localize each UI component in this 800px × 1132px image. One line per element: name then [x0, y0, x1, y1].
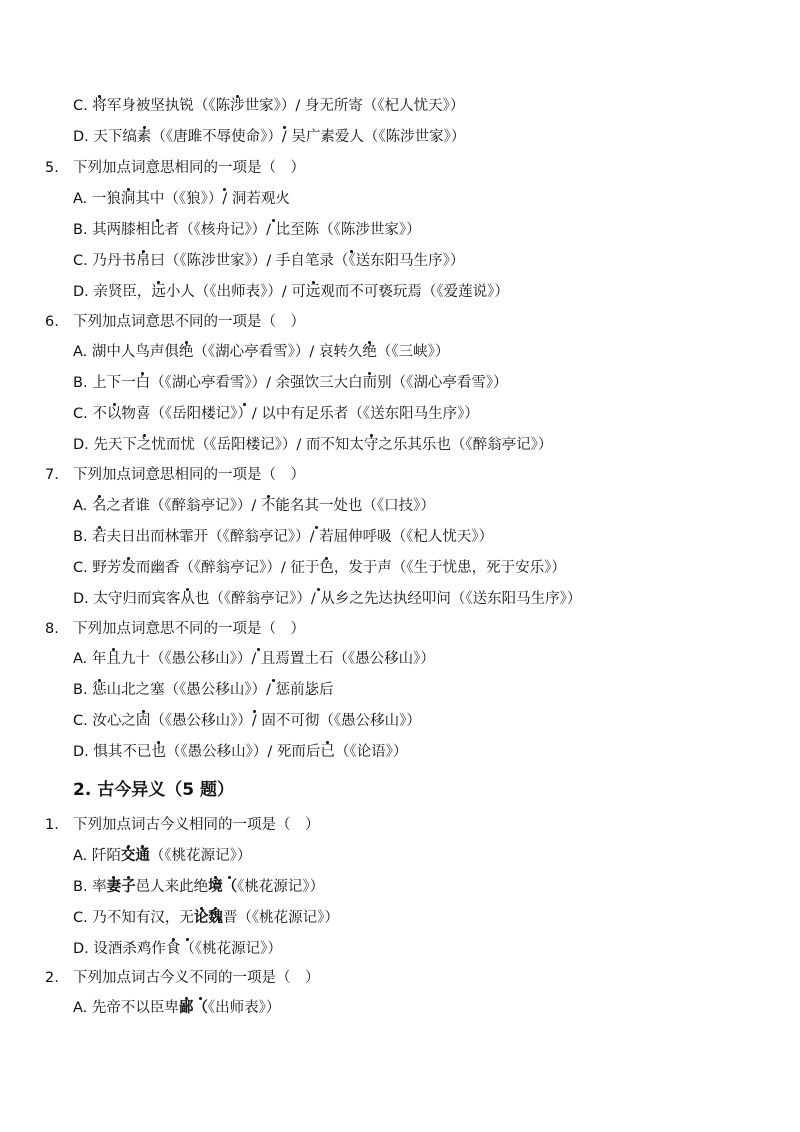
q7-option-d-text: D. 太守归而宾客从也（《醉翁亭记》）/ 从乡之先达执经叩问（《送东阳马生序》）	[73, 591, 582, 607]
question-5	[45, 158, 305, 178]
section2-question-1	[45, 815, 320, 835]
q6-option-b-text: B. 上下一白（《湖心亭看雪》）/ 余强饮三大白而别（《湖心亭看雪》）	[73, 375, 508, 391]
section2-question-1-stem: 下列加点词古今义相同的一项是（ ）	[73, 817, 320, 833]
s2q1-option-b-text: B. 率妻子邑人来此绝境（《桃花源记》）	[73, 879, 325, 895]
q4-option-d	[73, 127, 465, 147]
q7-option-a	[73, 496, 435, 516]
q7-option-b-text: B. 若夫日出而林霏开（《醉翁亭记》）/ 若屈伸呼吸（《杞人忧天》）	[73, 529, 494, 545]
question-5-number: 5.	[45, 160, 59, 176]
q8-option-c-text: C. 汝心之固（《愚公移山》）/ 固不可彻（《愚公移山》）	[73, 713, 421, 729]
section-heading	[73, 780, 234, 800]
s2q1-option-d	[73, 939, 282, 959]
question-6	[45, 312, 305, 332]
q6-option-a	[73, 342, 449, 362]
s2q1-option-b	[73, 877, 324, 897]
section2-question-2-number: 2.	[45, 970, 59, 986]
s2q2-option-a-text: A. 先帝不以臣卑鄙（《出师表》）	[73, 1000, 281, 1016]
s2q1-option-c-text: C. 乃不知有汉，无论魏晋（《桃花源记》）	[73, 910, 339, 926]
q8-option-d-text: D. 惧其不已也（《愚公移山》）/ 死而后已（《论语》）	[73, 744, 408, 760]
q6-option-d-text: D. 先天下之忧而忧（《岳阳楼记》）/ 而不知太守之乐其乐也（《醉翁亭记》）	[73, 437, 553, 453]
question-6-stem: 下列加点词意思不同的一项是（ ）	[73, 314, 305, 330]
question-8	[45, 619, 305, 639]
section2-question-2-stem: 下列加点词古今义不同的一项是（ ）	[73, 970, 320, 986]
q5-option-a	[73, 189, 290, 209]
question-5-stem: 下列加点词意思相同的一项是（ ）	[73, 160, 305, 176]
q5-option-b-text: B. 其两膝相比者（《核舟记》）/ 比至陈（《陈涉世家》）	[73, 222, 421, 238]
section-2-title: 2. 古今异义（5 题）	[73, 780, 234, 800]
question-7	[45, 465, 305, 485]
question-7-number: 7.	[45, 467, 59, 483]
q7-option-d	[73, 589, 581, 609]
q5-option-d	[73, 282, 509, 302]
s2q1-option-c	[73, 908, 339, 928]
q6-option-c	[73, 404, 479, 424]
question-8-number: 8.	[45, 621, 59, 637]
question-8-stem: 下列加点词意思不同的一项是（ ）	[73, 621, 305, 637]
q8-option-b	[73, 680, 334, 700]
s2q1-option-a-text: A. 阡陌交通（《桃花源记》）	[73, 848, 252, 864]
q8-option-a	[73, 649, 435, 669]
section2-question-1-number: 1.	[45, 817, 59, 833]
question-7-stem: 下列加点词意思相同的一项是（ ）	[73, 467, 305, 483]
s2q2-option-a	[73, 998, 280, 1018]
q6-option-b	[73, 373, 508, 393]
q5-option-c-text: C. 乃丹书帛曰（《陈涉世家》）/ 手自笔录（《送东阳马生序》）	[73, 253, 465, 269]
q5-option-d-text: D. 亲贤臣，远小人（《出师表》）/ 可远观而不可亵玩焉（《爱莲说》）	[73, 284, 509, 300]
q7-option-c	[73, 558, 566, 578]
q5-option-b	[73, 220, 421, 240]
q4-option-c-text: C. 将军身被坚执锐（《陈涉世家》）/ 身无所寄（《杞人忧天》）	[73, 98, 465, 114]
q4-option-c	[73, 96, 464, 116]
q6-option-d	[73, 435, 552, 455]
question-6-number: 6.	[45, 314, 59, 330]
q6-option-c-text: C. 不以物喜（《岳阳楼记》）/ 以中有足乐者（《送东阳马生序》）	[73, 406, 479, 422]
q8-option-c	[73, 711, 421, 731]
q5-option-c	[73, 251, 464, 271]
s2q1-option-a	[73, 846, 251, 866]
q8-option-b-text: B. 惩山北之塞（《愚公移山》）/ 惩前毖后	[73, 682, 334, 698]
q7-option-c-text: C. 野芳发而幽香（《醉翁亭记》）/ 征于色，发于声（《生于忧患，死于安乐》）	[73, 560, 566, 576]
q4-option-d-text: D. 天下缟素（《唐雎不辱使命》）/ 吴广素爱人（《陈涉世家》）	[73, 129, 466, 145]
q6-option-a-text: A. 湖中人鸟声俱绝（《湖心亭看雪》）/ 哀转久绝（《三峡》）	[73, 344, 450, 360]
q5-option-a-text: A. 一狼洞其中（《狼》）/ 洞若观火	[73, 191, 290, 207]
q7-option-a-text: A. 名之者谁（《醉翁亭记》）/ 不能名其一处也（《口技》）	[73, 498, 435, 514]
q8-option-d	[73, 742, 407, 762]
q8-option-a-text: A. 年且九十（《愚公移山》）/ 且焉置土石（《愚公移山》）	[73, 651, 435, 667]
s2q1-option-d-text: D. 设酒杀鸡作食（《桃花源记》）	[73, 941, 282, 957]
section2-question-2	[45, 968, 320, 988]
q7-option-b	[73, 527, 493, 547]
